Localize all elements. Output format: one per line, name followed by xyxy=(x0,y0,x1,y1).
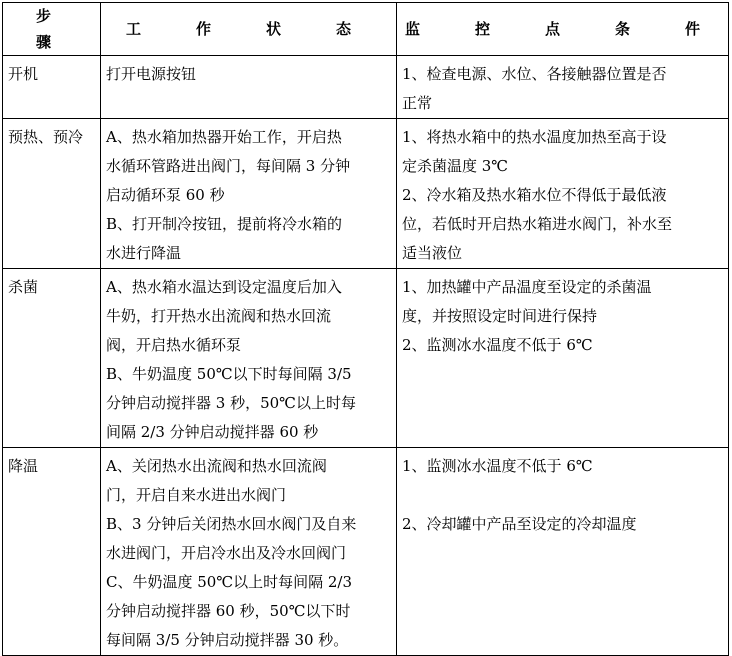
table-row xyxy=(3,119,729,269)
step-label: 降温 xyxy=(8,457,39,475)
state-line: 每间隔 3/5 分钟启动搅拌器 30 秒。 xyxy=(106,631,349,649)
header-state: 工 作 状 态 xyxy=(101,3,397,56)
step-cell xyxy=(3,56,101,119)
step-label: 杀菌 xyxy=(8,278,39,296)
table-header-row xyxy=(3,3,729,56)
table-row xyxy=(3,269,729,448)
state-line: 阀，开启热水循环泵 xyxy=(106,336,242,354)
step-cell xyxy=(3,119,101,269)
condition-cell xyxy=(397,56,729,119)
state-line: A、关闭热水出流阀和热水回流阀 xyxy=(106,457,327,475)
condition-line: 1、检查电源、水位、各接触器位置是否 xyxy=(402,65,667,83)
state-cell xyxy=(101,448,397,656)
state-line: 打开电源按钮 xyxy=(106,65,197,83)
condition-cell xyxy=(397,269,729,448)
step-cell xyxy=(3,269,101,448)
condition-line: 正常 xyxy=(402,94,433,112)
state-line: C、牛奶温度 50℃以上时每间隔 2/3 xyxy=(106,573,353,591)
condition-line: 1、加热罐中产品温度至设定的杀菌温 xyxy=(402,278,652,296)
state-line: 水进行降温 xyxy=(106,244,182,262)
state-line: A、热水箱水温达到设定温度后加入 xyxy=(106,278,342,296)
step-cell xyxy=(3,448,101,656)
condition-line: 2、冷却罐中产品至设定的冷却温度 xyxy=(402,515,637,533)
state-line: 门，开启自来水进出水阀门 xyxy=(106,486,287,504)
condition-line: 位，若低时开启热水箱进水阀门，补水至 xyxy=(402,215,673,233)
process-table xyxy=(2,2,729,656)
process-table-sheet xyxy=(2,2,728,649)
condition-line: 1、将热水箱中的热水温度加热至高于设 xyxy=(402,128,667,146)
state-line: B、牛奶温度 50℃以下时每间隔 3/5 xyxy=(106,365,352,383)
state-cell xyxy=(101,56,397,119)
condition-line: 定杀菌温度 3℃ xyxy=(402,157,509,175)
condition-line: 适当液位 xyxy=(402,244,463,262)
condition-cell xyxy=(397,119,729,269)
state-line: 牛奶，打开热水出流阀和热水回流 xyxy=(106,307,332,325)
condition-line: 2、冷水箱及热水箱水位不得低于最低液 xyxy=(402,186,667,204)
state-line: 间隔 2/3 分钟启动搅拌器 60 秒 xyxy=(106,423,319,441)
condition-line: 2、监测冰水温度不低于 6℃ xyxy=(402,336,593,354)
state-line: 分钟启动搅拌器 3 秒，50℃以上时每 xyxy=(106,394,356,412)
state-line: 水进阀门，开启冷水出及冷水回阀门 xyxy=(106,544,347,562)
step-label: 开机 xyxy=(8,65,39,83)
condition-line: 度，并按照设定时间进行保持 xyxy=(402,307,598,325)
condition-spacer xyxy=(402,481,723,510)
state-cell xyxy=(101,269,397,448)
state-line: 分钟启动搅拌器 60 秒，50℃以下时 xyxy=(106,602,351,620)
table-row xyxy=(3,448,729,656)
table-row xyxy=(3,56,729,119)
state-line: B、打开制冷按钮，提前将冷水箱的 xyxy=(106,215,343,233)
header-step: 步 骤 xyxy=(3,3,101,56)
step-label: 预热、预冷 xyxy=(8,128,84,146)
state-line: 水循环管路进出阀门，每间隔 3 分钟 xyxy=(106,157,351,175)
condition-cell xyxy=(397,448,729,656)
state-line: A、热水箱加热器开始工作，开启热 xyxy=(106,128,342,146)
state-cell xyxy=(101,119,397,269)
condition-line: 1、监测冰水温度不低于 6℃ xyxy=(402,457,593,475)
state-line: B、3 分钟后关闭热水回水阀门及自来 xyxy=(106,515,357,533)
header-condition: 监 控 点 条 件 xyxy=(397,3,729,56)
state-line: 启动循环泵 60 秒 xyxy=(106,186,225,204)
